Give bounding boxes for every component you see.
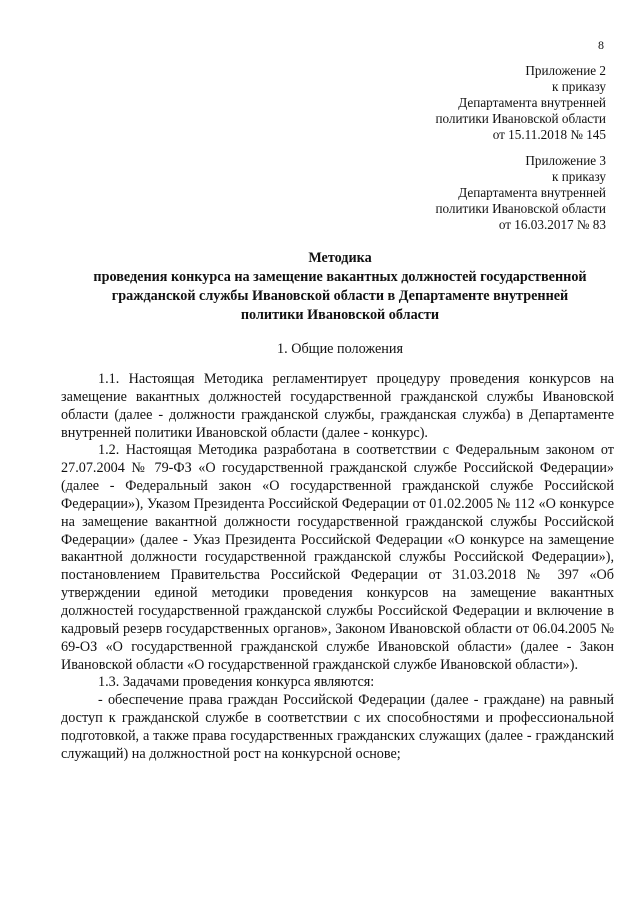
appendix-2-line: Департамента внутренней [458,95,606,110]
section-heading: 1. Общие положения [277,341,403,357]
appendix-2-line: Приложение 2 [525,63,606,78]
page-number: 8 [598,38,604,52]
appendix-2-line: от 15.11.2018 № 145 [492,127,606,142]
document-body [61,371,614,764]
document-title [60,249,620,325]
paragraph: - обеспечение права граждан Российской Федерации (далее - граждане) на равный доступ к гражданской службе в соответствии с их способностями и профессиональной подготовкой, а также права государственных гражданских служащих (далее - гражданский служащий) на должностной рост на конкурсной основе; [61,692,614,762]
title-line: политики Ивановской области [240,307,440,323]
title-line: гражданской службы Ивановской области в Департаменте внутренней [111,288,569,304]
appendix-3-line: политики Ивановской области [435,201,606,216]
appendix-3-line: к приказу [552,169,606,184]
appendix-3-line: Департамента внутренней [458,185,606,200]
appendix-2-line: политики Ивановской области [435,111,606,126]
title-line: проведения конкурса на замещение вакантных должностей государственной [93,269,587,285]
appendix-3-block [435,153,606,233]
appendix-2-line: к приказу [552,79,606,94]
appendix-2-block [435,63,606,143]
paragraph: 1.2. Настоящая Методика разработана в соответствии с Федеральным законом от 27.07.2004 № 79-ФЗ «О государственной гражданской службе Российской Федерации» (далее - Федеральный закон «О государственной гражданской службе Российской Федерации»), Указом Президента Российской Федерации от 01.02.2005 № 112 «О конкурсе на замещение вакантной должности государственной гражданской службы Российской Федерации» (далее - Указ Президента Российской Федерации «О конкурсе на замещение вакантной должности государственной гражданской службы Российской Федерации»), постановлением Правительства Российской Федерации от 31.03.2018 № 397 «Об утверждении единой методики проведения конкурсов на замещение вакантных должностей государственной гражданской службы Российской Федерации и включение в кадровый резерв государственных органов», Законом Ивановской области от 06.04.2005 № 69-ОЗ «О государственной гражданской службе Ивановской области» (далее - Закон Ивановской области «О государственной гражданской службе Ивановской области»). [61,442,614,673]
paragraph: 1.3. Задачами проведения конкурса являются: [98,674,375,691]
paragraph: 1.1. Настоящая Методика регламентирует процедуру проведения конкурсов на замещение вакантных должностей государственной гражданской службы Ивановской области (далее - должности гражданской службы, гражданская служба) в Департаменте внутренней политики Ивановской области (далее - конкурс). [61,371,614,441]
appendix-3-line: от 16.03.2017 № 83 [498,217,606,232]
title-line: Методика [308,250,372,266]
appendix-3-line: Приложение 3 [525,153,606,168]
